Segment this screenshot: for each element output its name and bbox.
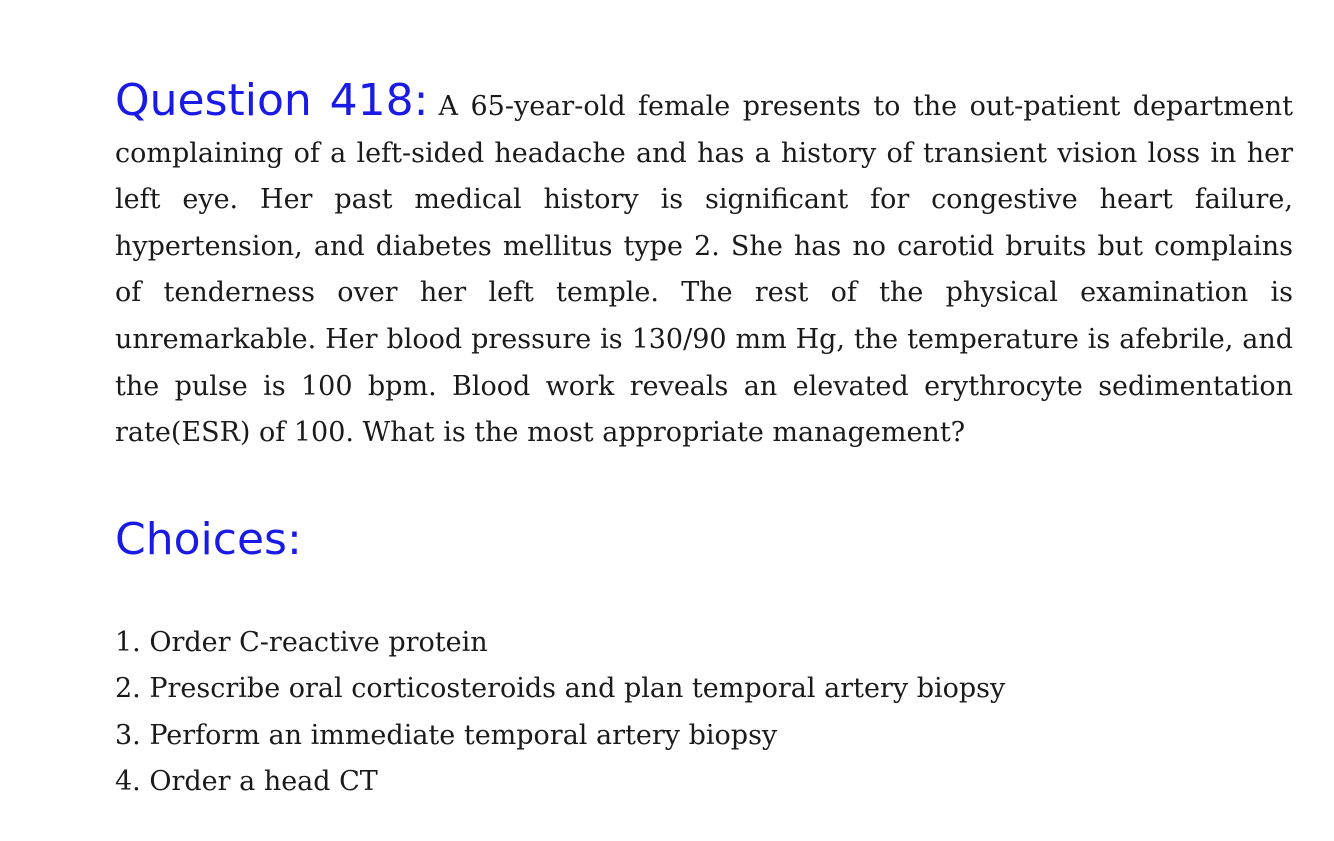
question-block bbox=[115, 75, 1294, 457]
question-page bbox=[115, 75, 1294, 806]
choice-item-3: 3. Perform an immediate temporal artery biopsy bbox=[115, 719, 778, 751]
choices-heading: Choices: bbox=[115, 513, 302, 565]
question-text: A 65-year-old female presents to the out-patient department complaining of a left-sided headache and has a history of transient vision loss in her left eye. Her past medical history is significant for congestive heart failure, hypertension, and diabetes mellitus type 2. She has no carotid bruits but complains of tenderness over her left temple. The rest of the physical examination is unremarkable. Her blood pressure is 130/90 mm Hg, the temperature is afebrile, and the pulse is 100 bpm. Blood work reveals an elevated erythrocyte sedimentation rate(ESR) of 100. What is the most appropriate management? bbox=[115, 91, 1294, 449]
choice-item-1: 1. Order C-reactive protein bbox=[115, 626, 488, 658]
choices-list bbox=[115, 620, 1293, 806]
choice-item-2: 2. Prescribe oral corticosteroids and plan temporal artery biopsy bbox=[115, 673, 1006, 705]
question-heading: Question 418: bbox=[115, 75, 429, 126]
choice-item-4: 4. Order a head CT bbox=[115, 766, 378, 798]
